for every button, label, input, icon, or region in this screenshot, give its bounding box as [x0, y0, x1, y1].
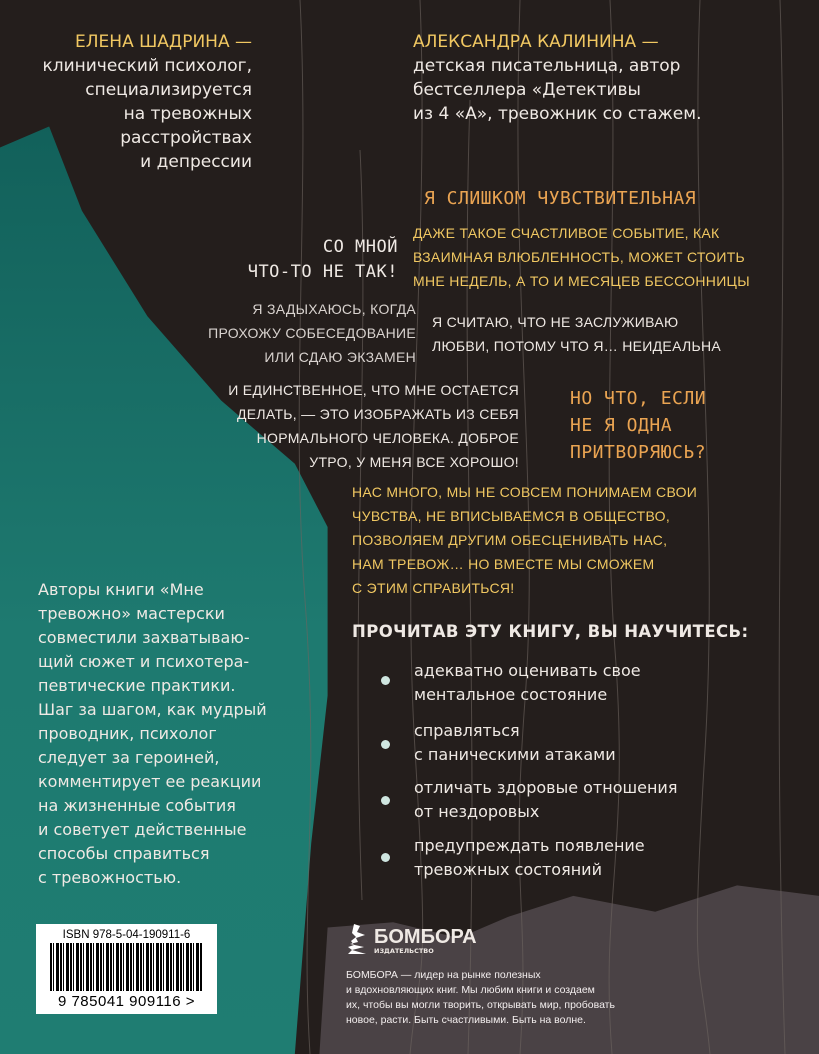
learn-item-line: справляться — [414, 721, 520, 740]
quote-pretend — [228, 378, 519, 474]
quote-line: НЕ Я ОДНА — [570, 415, 673, 436]
author-name: АЛЕКСАНДРА КАЛИНИНА — — [413, 32, 659, 52]
quote-line: НОРМАЛЬНОГО ЧЕЛОВЕКА. ДОБРОЕ — [256, 430, 519, 446]
quote-line: НАМ ТРЕВОЖ… НО ВМЕСТЕ МЫ СМОЖЕМ — [352, 556, 655, 572]
quote-breath — [208, 297, 416, 369]
learn-item-line: отличать здоровые отношения — [414, 778, 678, 797]
quote-line: ПРОХОЖУ СОБЕСЕДОВАНИЕ — [208, 325, 416, 341]
publisher-name: БОМБОРА — [374, 926, 477, 948]
description-line: тревожно» мастерски — [38, 604, 225, 623]
bullet-icon — [381, 740, 390, 749]
quote-line: УТРО, У МЕНЯ ВСЕ ХОРОШО! — [309, 454, 519, 470]
author-bio-line: бестселлера «Детективы — [413, 80, 641, 100]
isbn-label: ISBN 978-5-04-190911-6 — [62, 929, 191, 941]
publisher-sub: ИЗДАТЕЛЬСТВО — [374, 947, 434, 955]
quote-line: И ЕДИНСТВЕННОЕ, ЧТО МНЕ ОСТАЕТСЯ — [228, 382, 519, 398]
author-bio-line: на тревожных — [123, 104, 252, 124]
bullet-icon — [381, 853, 390, 862]
quote-wrong — [248, 235, 398, 285]
quote-line: ДЕЛАТЬ, — ЭТО ИЗОБРАЖАТЬ ИЗ СЕБЯ — [237, 406, 519, 422]
author-bio-line: клинический психолог, — [42, 56, 252, 76]
description-line: совместили захватываю- — [38, 628, 250, 647]
bullet-icon — [381, 796, 390, 805]
quote-line: СО МНОЙ — [322, 237, 398, 257]
about-line: БОМБОРА — лидер на рынке полезных — [346, 969, 541, 981]
quote-line: ВЗАИМНАЯ ВЛЮБЛЕННОСТЬ, МОЖЕТ СТОИТЬ — [413, 249, 746, 265]
quote-line: ПОЗВОЛЯЕМ ДРУГИМ ОБЕСЦЕНИВАТЬ НАС, — [352, 532, 668, 548]
quote-line: ЛЮБВИ, ПОТОМУ ЧТО Я… НЕИДЕАЛЬНА — [432, 338, 722, 354]
description-line: на жизненные события — [38, 796, 236, 815]
author-bio-line: специализируется — [85, 80, 252, 100]
publisher-about — [346, 968, 615, 1028]
description-line: щий сюжет и психотера- — [38, 652, 250, 671]
quote-many — [352, 480, 697, 600]
author-bio-line: детская писательница, автор — [413, 56, 681, 76]
learn-item-line: адекватно оценивать свое — [414, 661, 641, 680]
description-line: следует за героиней, — [38, 748, 220, 767]
description-line: способы справиться — [38, 844, 210, 863]
quote-deserve — [432, 310, 721, 358]
learn-item-line: тревожных состояний — [414, 860, 602, 879]
isbn-digits: 9 785041 909116 > — [57, 993, 196, 1010]
publisher-figure-icon — [346, 922, 370, 960]
description-line: комментирует ее реакции — [38, 772, 262, 791]
description-line: и советует действенные — [38, 820, 247, 839]
learn-item — [414, 776, 677, 824]
quote-line: ЧУВСТВА, НЕ ВПИСЫВАЕМСЯ В ОБЩЕСТВО, — [352, 508, 671, 524]
quote-line: Я ЗАДЫХАЮСЬ, КОГДА — [252, 301, 416, 317]
quote-line: Я СЧИТАЮ, ЧТО НЕ ЗАСЛУЖИВАЮ — [432, 314, 679, 330]
author-bio-line: и депрессии — [140, 152, 252, 172]
barcode-bars — [50, 943, 203, 991]
quote-alone — [570, 385, 706, 466]
learn-item — [414, 834, 645, 882]
author-kalinina — [413, 30, 702, 126]
quote-line: ИЛИ СДАЮ ЭКЗАМЕН — [264, 349, 416, 365]
quote-sensitive: Я СЛИШКОМ ЧУВСТВИТЕЛЬНАЯ — [424, 188, 697, 209]
learn-heading: ПРОЧИТАВ ЭТУ КНИГУ, ВЫ НАУЧИТЕСЬ: — [352, 622, 749, 641]
description-line: певтические практики. — [38, 676, 236, 695]
description-line: проводник, психолог — [38, 724, 217, 743]
quote-line: ПРИТВОРЯЮСЬ? — [570, 442, 707, 463]
author-name: ЕЛЕНА ШАДРИНА — — [75, 32, 252, 52]
description-line: Авторы книги «Мне — [38, 580, 204, 599]
learn-item-line: предупреждать появление — [414, 836, 645, 855]
about-line: и вдохновляющих книг. Мы любим книги и создаем — [346, 984, 595, 996]
author-shadrina — [42, 30, 252, 174]
publisher-logo — [346, 922, 477, 960]
quote-line: ЧТО-ТО НЕ ТАК! — [247, 262, 398, 282]
description-line: Шаг за шагом, как мудрый — [38, 700, 267, 719]
learn-item — [414, 719, 616, 767]
description-line: с тревожностью. — [38, 868, 182, 887]
about-line: их, чтобы вы могли творить, открывать мир, пробовать — [346, 999, 615, 1011]
learn-item-line: с паническими атаками — [414, 745, 616, 764]
quote-love — [413, 221, 750, 293]
quote-line: МНЕ НЕДЕЛЬ, А ТО И МЕСЯЦЕВ БЕССОННИЦЫ — [413, 273, 750, 289]
quote-line: С ЭТИМ СПРАВИТЬСЯ! — [352, 580, 515, 596]
author-bio-line: из 4 «А», тревожник со стажем. — [413, 104, 702, 124]
learn-item-line: от нездоровых — [414, 802, 540, 821]
author-bio-line: расстройствах — [120, 128, 252, 148]
book-description — [38, 578, 267, 890]
isbn-barcode — [36, 924, 217, 1014]
learn-item — [414, 659, 641, 707]
bullet-icon — [381, 676, 390, 685]
learn-item-line: ментальное состояние — [414, 685, 608, 704]
quote-line: НАС МНОГО, МЫ НЕ СОВСЕМ ПОНИМАЕМ СВОИ — [352, 484, 698, 500]
quote-line: ДАЖЕ ТАКОЕ СЧАСТЛИВОЕ СОБЫТИЕ, КАК — [413, 225, 720, 241]
quote-line: НО ЧТО, ЕСЛИ — [570, 388, 707, 409]
about-line: новое, расти. Быть счастливыми. Быть на волне. — [346, 1014, 586, 1026]
